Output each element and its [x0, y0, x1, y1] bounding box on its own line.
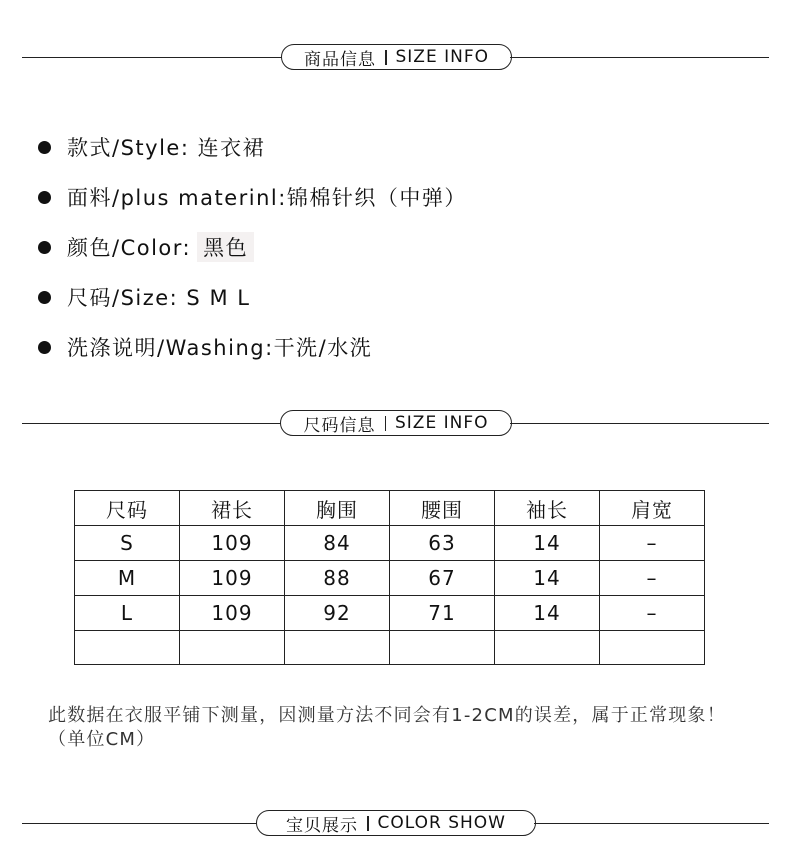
table-cell: 63: [390, 526, 495, 561]
table-header-cell: 胸围: [285, 491, 390, 526]
bullet-dot: [38, 191, 51, 204]
detail-text: 款式/Style: 连衣裙: [67, 136, 266, 160]
bullet-dot: [38, 341, 51, 354]
table-header-cell: 尺码: [75, 491, 180, 526]
bullet-dot: [38, 141, 51, 154]
table-cell: [285, 631, 390, 665]
header-title-en: SIZE INFO: [395, 413, 489, 433]
table-cell: 14: [495, 596, 600, 631]
table-cell: L: [75, 596, 180, 631]
table-cell: 92: [285, 596, 390, 631]
detail-style: [38, 122, 467, 172]
table-cell: 14: [495, 526, 600, 561]
detail-color: [38, 222, 467, 272]
product-details-list: [38, 122, 467, 372]
header-rule-right: [534, 823, 769, 824]
table-header-cell: 腰围: [390, 491, 495, 526]
table-cell: 109: [180, 596, 285, 631]
color-show-header: [0, 809, 790, 839]
bullet-dot: [38, 241, 51, 254]
header-rule-right: [510, 423, 769, 424]
color-value: 黑色: [197, 232, 254, 262]
measurement-note: 此数据在衣服平铺下测量，因测量方法不同会有1-2CM的误差，属于正常现象！（单位CM）: [48, 705, 726, 750]
table-cell: 88: [285, 561, 390, 596]
header-title-en: SIZE INFO: [395, 47, 489, 67]
table-cell: [600, 631, 705, 665]
table-cell: 109: [180, 561, 285, 596]
table-cell: [180, 631, 285, 665]
table-header-cell: 袖长: [495, 491, 600, 526]
header-pill: [281, 44, 512, 70]
size-info-header: [0, 409, 790, 439]
bullet-dot: [38, 291, 51, 304]
size-table: [74, 490, 705, 665]
header-title-cn: 商品信息: [304, 49, 376, 70]
table-row: [75, 526, 705, 561]
table-header-row: [75, 491, 705, 526]
table-row: [75, 561, 705, 596]
header-title-cn: 宝贝展示: [286, 815, 358, 836]
table-header-cell: 裙长: [180, 491, 285, 526]
table-cell: [495, 631, 600, 665]
header-title-cn: 尺码信息: [303, 415, 376, 436]
detail-text: 尺码/Size: S M L: [67, 286, 251, 310]
detail-label: 颜色/Color:: [67, 236, 192, 260]
table-cell: [390, 631, 495, 665]
table-cell: M: [75, 561, 180, 596]
table-row-empty: [75, 631, 705, 665]
table-cell: –: [600, 526, 705, 561]
table-row: [75, 596, 705, 631]
table-cell: –: [600, 561, 705, 596]
detail-washing: [38, 322, 467, 372]
header-rule-left: [22, 823, 260, 824]
detail-fabric: [38, 172, 467, 222]
table-cell: 67: [390, 561, 495, 596]
table-cell: 14: [495, 561, 600, 596]
detail-text: 洗涤说明/Washing:干洗/水洗: [67, 336, 373, 360]
detail-text: 面料/plus materinl:锦棉针织（中弹）: [67, 186, 467, 210]
header-rule-right: [510, 57, 769, 58]
header-separator: [385, 416, 387, 431]
product-info-header: [0, 43, 790, 73]
header-title-en: COLOR SHOW: [377, 813, 506, 833]
header-pill: [280, 410, 512, 436]
table-cell: 109: [180, 526, 285, 561]
table-header-cell: 肩宽: [600, 491, 705, 526]
table-cell: –: [600, 596, 705, 631]
header-rule-left: [22, 423, 284, 424]
header-separator: [367, 816, 369, 831]
table-cell: 84: [285, 526, 390, 561]
table-cell: [75, 631, 180, 665]
header-separator: [385, 50, 387, 65]
detail-size: [38, 272, 467, 322]
table-cell: S: [75, 526, 180, 561]
header-pill: [256, 810, 536, 836]
table-cell: 71: [390, 596, 495, 631]
header-rule-left: [22, 57, 284, 58]
